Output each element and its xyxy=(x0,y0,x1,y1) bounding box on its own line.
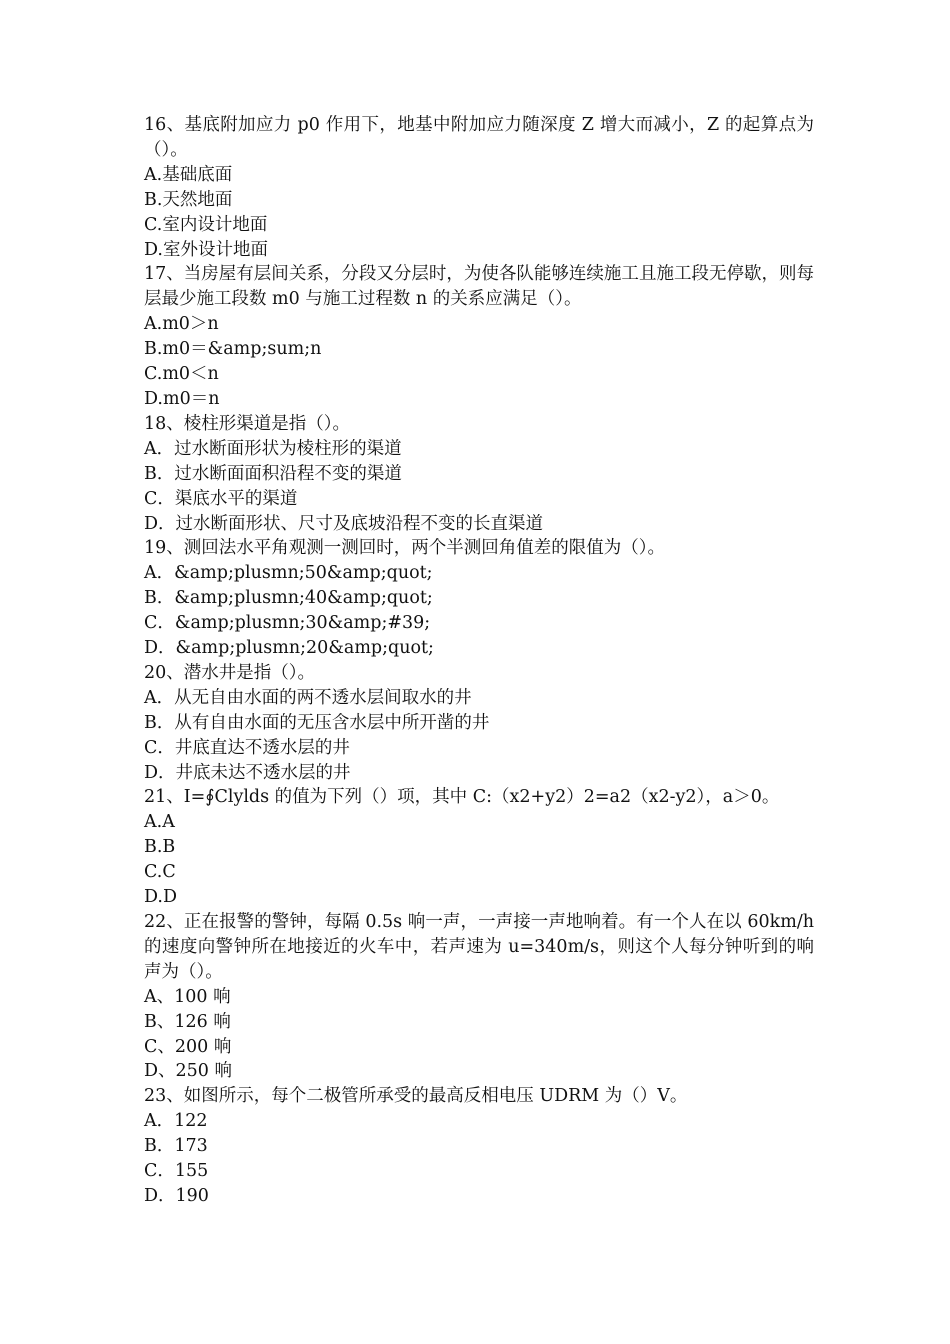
option-a: A．122 xyxy=(144,1111,208,1132)
document-page xyxy=(144,113,814,1209)
question-stem: 23、如图所示，每个二极管所承受的最高反相电压 UDRM 为（）V。 xyxy=(144,1086,688,1107)
option-c: C、200 响 xyxy=(144,1036,232,1057)
question-19 xyxy=(144,536,814,661)
option-a: A.A xyxy=(144,812,175,833)
option-c: C.m0＜n xyxy=(144,364,219,385)
option-c: C．井底直达不透水层的井 xyxy=(144,737,350,758)
option-c: C．&amp;plusmn;30&amp;#39; xyxy=(144,613,431,634)
question-21 xyxy=(144,785,814,910)
option-d: D.D xyxy=(144,887,178,908)
option-d: D.室外设计地面 xyxy=(144,239,268,260)
option-a: A.m0＞n xyxy=(144,314,219,335)
question-23 xyxy=(144,1084,814,1209)
question-stem: 19、测回法水平角观测一测回时，两个半测回角值差的限值为（）。 xyxy=(144,538,666,559)
option-c: C.室内设计地面 xyxy=(144,214,268,235)
option-b: B、126 响 xyxy=(144,1011,231,1032)
option-d: D.m0＝n xyxy=(144,388,220,409)
option-a: A．过水断面形状为棱柱形的渠道 xyxy=(144,438,402,459)
option-b: B．&amp;plusmn;40&amp;quot; xyxy=(144,588,433,609)
option-b: B.天然地面 xyxy=(144,189,233,210)
option-c: C.C xyxy=(144,862,176,883)
option-c: C．渠底水平的渠道 xyxy=(144,488,298,509)
option-a: A．&amp;plusmn;50&amp;quot; xyxy=(144,563,433,584)
question-20 xyxy=(144,661,814,786)
question-stem: 17、当房屋有层间关系，分段又分层时，为使各队能够连续施工且施工段无停歇，则每层最少施工段数 m0 与施工过程数 n 的关系应满足（）。 xyxy=(144,264,814,310)
option-b: B.m0＝&amp;sum;n xyxy=(144,339,322,360)
option-b: B．从有自由水面的无压含水层中所开凿的井 xyxy=(144,712,490,733)
option-a: A.基础底面 xyxy=(144,164,233,185)
option-d: D．&amp;plusmn;20&amp;quot; xyxy=(144,638,434,659)
option-b: B.B xyxy=(144,837,176,858)
option-d: D．井底未达不透水层的井 xyxy=(144,762,351,783)
option-a: A、100 响 xyxy=(144,986,231,1007)
question-17 xyxy=(144,262,814,411)
option-d: D、250 响 xyxy=(144,1061,232,1082)
question-stem: 20、潜水井是指（）。 xyxy=(144,662,316,683)
option-d: D．190 xyxy=(144,1185,209,1206)
question-stem: 18、棱柱形渠道是指（）。 xyxy=(144,413,351,434)
option-d: D．过水断面形状、尺寸及底坡沿程不变的长直渠道 xyxy=(144,513,544,534)
question-22 xyxy=(144,910,814,1084)
option-b: B．173 xyxy=(144,1136,208,1157)
question-16 xyxy=(144,113,814,262)
option-c: C．155 xyxy=(144,1161,209,1182)
question-stem: 21、I=∮Clylds 的值为下列（）项，其中 C:（x2+y2）2=a2（x2-y2），a＞0。 xyxy=(144,787,780,808)
question-18 xyxy=(144,412,814,537)
question-stem: 16、基底附加应力 p0 作用下，地基中附加应力随深度 Z 增大而减小，Z 的起算点为（）。 xyxy=(144,115,814,160)
question-stem: 22、正在报警的警钟，每隔 0.5s 响一声，一声接一声地响着。有一个人在以 60km/h 的速度向警钟所在地接近的火车中，若声速为 u=340m/s，则这个人每分钟听到的响声为（）。 xyxy=(144,912,814,982)
option-a: A．从无自由水面的两不透水层间取水的井 xyxy=(144,687,472,708)
option-b: B．过水断面面积沿程不变的渠道 xyxy=(144,463,402,484)
